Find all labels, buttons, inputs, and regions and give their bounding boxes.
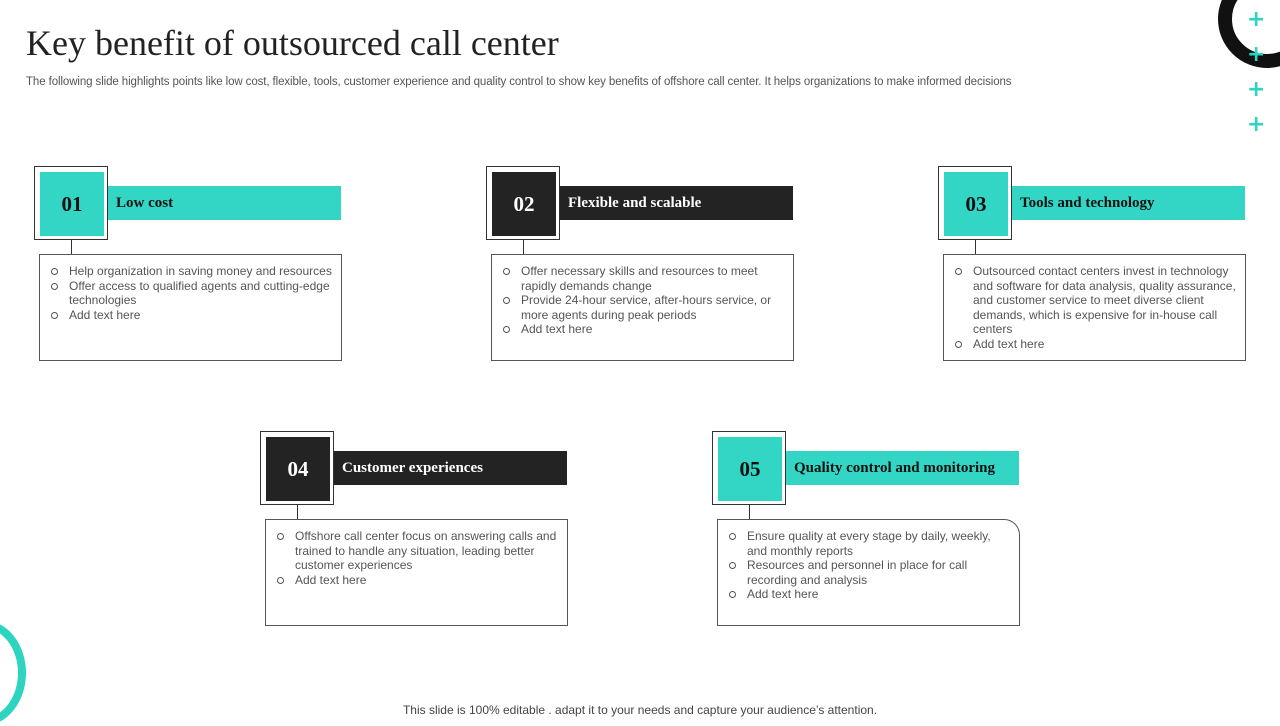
number-frame: [34, 166, 108, 240]
plus-icon: +: [1247, 42, 1266, 67]
benefit-card-quality-control: [712, 431, 1032, 631]
footer-note: This slide is 100% editable . adapt it to your needs and capture your audience’s attention.: [402, 703, 878, 717]
card-description: [717, 519, 1020, 626]
number-frame: [938, 166, 1012, 240]
connector-line: [297, 505, 298, 519]
bullet-item: Offer necessary skills and resources to meet rapidly demands change: [502, 264, 785, 293]
card-description: [265, 519, 568, 626]
connector-line: [523, 240, 524, 254]
benefit-card-flexible-scalable: [486, 166, 806, 366]
plus-icon: +: [1247, 112, 1266, 137]
bullet-item: Add text here: [502, 322, 785, 337]
bullet-item: Add text here: [276, 573, 559, 588]
bullet-item: Resources and personnel in place for call recording and analysis: [728, 558, 1011, 587]
bullet-item: Add text here: [50, 308, 333, 323]
card-heading: Flexible and scalable: [558, 186, 793, 220]
bullet-item: Offer access to qualified agents and cutting-edge technologies: [50, 279, 333, 308]
card-number: 01: [40, 172, 104, 236]
bullet-item: Help organization in saving money and resources: [50, 264, 333, 279]
plus-icon: +: [1247, 77, 1266, 102]
bullet-item: Outsourced contact centers invest in technology and software for data analysis, quality assurance, and customer service to meet diverse client demands, which is expensive for in-house call centers: [954, 264, 1237, 337]
plus-icon: +: [1247, 7, 1266, 32]
number-frame: [260, 431, 334, 505]
page-title: Key benefit of outsourced call center: [26, 23, 559, 63]
card-heading: Customer experiences: [332, 451, 567, 485]
connector-line: [749, 505, 750, 519]
bullet-item: Provide 24-hour service, after-hours service, or more agents during peak periods: [502, 293, 785, 322]
bullet-item: Ensure quality at every stage by daily, weekly, and monthly reports: [728, 529, 1011, 558]
card-number: 02: [492, 172, 556, 236]
connector-line: [975, 240, 976, 254]
bullet-item: Add text here: [728, 587, 1011, 602]
card-heading: Low cost: [106, 186, 341, 220]
page-subtitle: The following slide highlights points like low cost, flexible, tools, customer experience and quality control to show key benefits of offshore call center. It helps organizations to make informed decisions: [26, 76, 1012, 88]
number-frame: [486, 166, 560, 240]
card-description: [491, 254, 794, 361]
card-description: [943, 254, 1246, 361]
connector-line: [71, 240, 72, 254]
card-number: 05: [718, 437, 782, 501]
card-description: [39, 254, 342, 361]
benefit-card-customer-experiences: [260, 431, 580, 631]
bullet-item: Offshore call center focus on answering calls and trained to handle any situation, leading better customer experiences: [276, 529, 559, 573]
card-number: 03: [944, 172, 1008, 236]
card-number: 04: [266, 437, 330, 501]
number-frame: [712, 431, 786, 505]
card-heading: Quality control and monitoring: [784, 451, 1019, 485]
benefit-card-low-cost: [34, 166, 354, 366]
bullet-item: Add text here: [954, 337, 1237, 352]
benefit-card-tools-technology: [938, 166, 1258, 366]
card-heading: Tools and technology: [1010, 186, 1245, 220]
